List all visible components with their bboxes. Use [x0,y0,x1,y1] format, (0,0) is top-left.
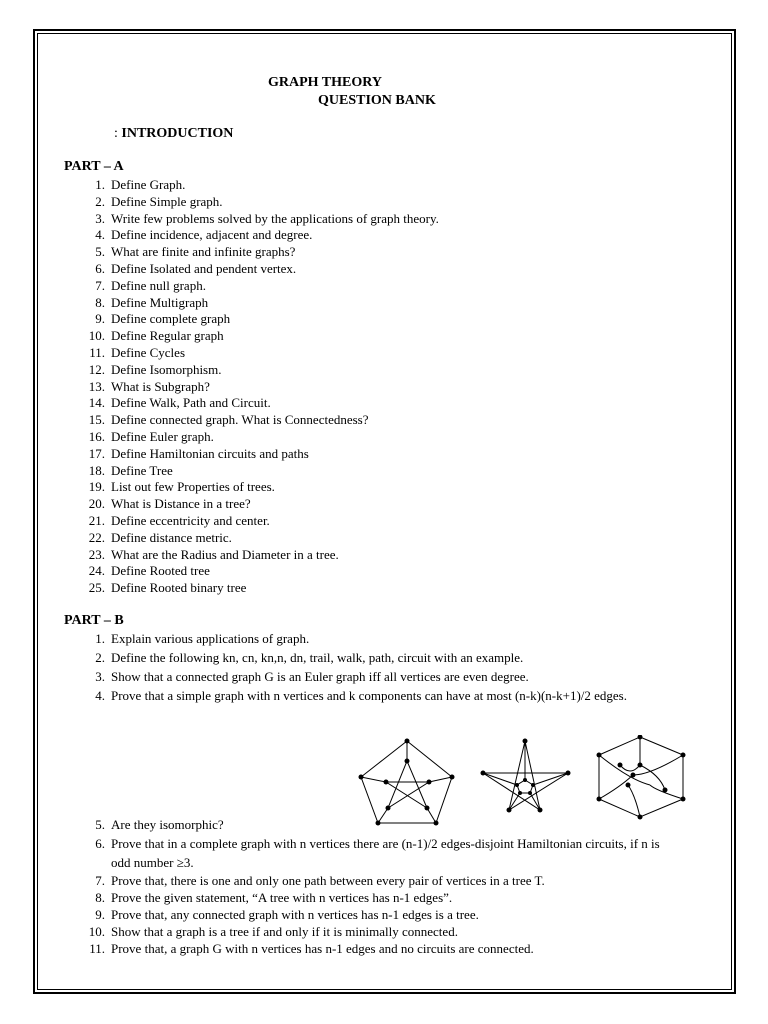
question-number: 4. [95,688,105,703]
question-number: 21. [88,512,105,528]
question-item [60,629,680,648]
question-text: Define Tree [111,462,173,478]
question-number: 11. [89,344,105,360]
question-text: Write few problems solved by the applications of graph theory. [111,210,439,226]
question-number: 7. [95,277,105,293]
question-number: 8. [95,294,105,310]
question-item [60,648,680,667]
question-text: Define eccentricity and center. [111,512,270,528]
question-number: 19. [88,479,105,495]
question-number: 9. [95,311,105,327]
question-item [60,345,680,362]
question-item [60,496,680,513]
part-b-heading: PART – B [64,613,124,628]
question-text: Define Simple graph. [111,193,223,209]
question-item [60,328,680,345]
question-text: Define Multigraph [111,294,209,310]
question-text: Define Isomorphism. [111,361,222,377]
hexagon-graph-figure [599,737,683,817]
question-text: Define the following kn, cn, kn,n, dn, trail, walk, path, circuit with an example. [111,650,524,665]
question-item [60,563,680,580]
question-number: 25. [88,580,105,596]
question-text: Prove that a simple graph with n vertices and k components can have at most (n-k)(n-k+1)/2 edges. [111,688,627,703]
question-number: 12. [88,361,105,377]
question-item [60,261,680,278]
question-number: 5. [95,244,105,260]
question-item [60,872,680,889]
question-text: Define Euler graph. [111,428,214,444]
question-text: Define distance metric. [111,529,232,545]
question-number: 3. [95,210,105,226]
question-text: Are they isomorphic? [111,817,224,832]
question-text: Show that a connected graph G is an Euler graph iff all vertices are even degree. [111,669,529,684]
part-a-question-list [60,177,680,597]
question-item [60,177,680,194]
question-item [60,429,680,446]
question-text: Define Regular graph [111,328,224,344]
question-number: 9. [95,907,105,922]
question-number: 16. [88,428,105,444]
document-subtitle: QUESTION BANK [318,93,436,108]
question-item [60,580,680,597]
question-number: 23. [88,546,105,562]
question-text: Prove that in a complete graph with n vertices there are (n-1)/2 edges-disjoint Hamiltonian circuits, if n is odd number ≥3. [111,836,660,870]
section-title: INTRODUCTION [121,126,234,141]
question-text: Define Rooted tree [111,563,210,579]
question-item [60,395,680,412]
part-a-heading: PART – A [64,159,124,174]
question-item [60,834,680,872]
question-text: Define Hamiltonian circuits and paths [111,445,309,461]
question-text: Prove the given statement, “A tree with n vertices has n-1 edges”. [111,890,453,905]
question-item [60,379,680,396]
question-number: 4. [95,227,105,243]
question-number: 24. [88,563,105,579]
outer-hexagon [599,737,683,817]
question-number: 6. [95,260,105,276]
question-text: What is Distance in a tree? [111,496,251,512]
question-text: Define Cycles [111,344,186,360]
question-item [60,923,680,940]
question-item [60,815,680,834]
question-number: 10. [88,328,105,344]
question-item [60,362,680,379]
question-item [60,278,680,295]
question-text: Define incidence, adjacent and degree. [111,227,313,243]
question-text: Prove that, there is one and only one path between every pair of vertices in a tree T. [111,873,545,888]
question-item [60,227,680,244]
question-item [60,244,680,261]
question-number: 22. [88,529,105,545]
star-graph-figure [483,741,568,810]
question-text: What are finite and infinite graphs? [111,244,296,260]
question-number: 10. [88,924,105,939]
question-number: 20. [88,496,105,512]
question-number: 8. [95,890,105,905]
question-text: Define Rooted binary tree [111,580,247,596]
question-item [60,311,680,328]
question-number: 3. [95,669,105,684]
question-item [60,463,680,480]
question-item [60,906,680,923]
question-item [60,194,680,211]
question-text: Show that a graph is a tree if and only if it is minimally connected. [111,924,458,939]
part-b-question-list-top [60,629,680,705]
question-item [60,446,680,463]
question-number: 11. [89,941,105,956]
petersen-graph-figure [361,741,452,823]
question-number: 5. [95,817,105,832]
inner-pentagram [386,761,429,808]
question-item [60,889,680,906]
question-text: Define Isolated and pendent vertex. [111,260,297,276]
question-number: 7. [95,873,105,888]
question-item [60,547,680,564]
question-text: Define complete graph [111,311,231,327]
document-title: GRAPH THEORY [268,75,382,90]
question-item [60,530,680,547]
question-item [60,479,680,496]
question-number: 2. [95,193,105,209]
question-number: 18. [88,462,105,478]
question-text: Explain various applications of graph. [111,631,310,646]
question-item [60,412,680,429]
question-text: Define null graph. [111,277,206,293]
question-item [60,295,680,312]
question-item [60,211,680,228]
question-number: 17. [88,445,105,461]
question-text: Define Walk, Path and Circuit. [111,395,271,411]
section-heading [114,126,233,142]
question-number: 2. [95,650,105,665]
question-number: 1. [95,631,105,646]
question-number: 14. [88,395,105,411]
question-number: 1. [95,177,105,192]
question-number: 13. [88,378,105,394]
question-item [60,667,680,686]
question-item [60,940,680,957]
part-b-question-list-bottom [60,815,680,957]
question-text: Prove that, a graph G with n vertices has n-1 edges and no circuits are connected. [111,941,534,956]
question-text: What is Subgraph? [111,378,210,394]
question-text: Define Graph. [111,177,186,192]
question-item [60,686,680,705]
question-text: Define connected graph. What is Connectedness? [111,412,369,428]
question-number: 6. [95,836,105,851]
question-item [60,513,680,530]
question-text: What are the Radius and Diameter in a tree. [111,546,339,562]
question-text: Prove that, any connected graph with n vertices has n-1 edges is a tree. [111,907,479,922]
question-text: List out few Properties of trees. [111,479,275,495]
section-marker: : [114,126,118,141]
question-number: 15. [88,412,105,428]
